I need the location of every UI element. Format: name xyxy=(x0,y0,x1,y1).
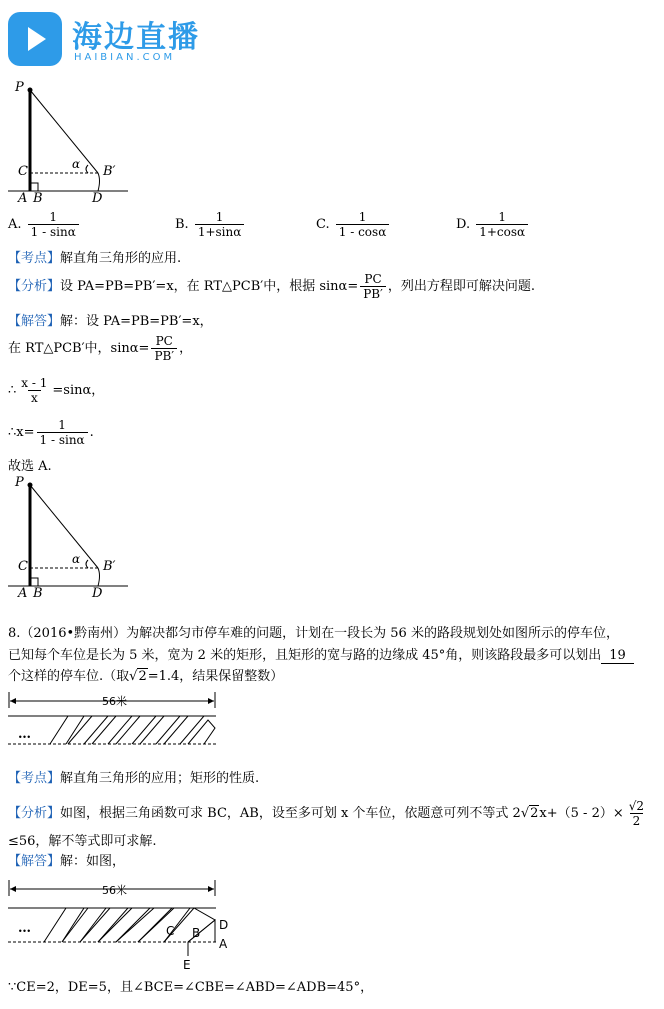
q7-answer: 故选 A. xyxy=(8,459,52,474)
q7-line4: ∴x= $\frac{1}{1 - \sin\alpha}$ . xyxy=(8,418,94,447)
fig2-label-A: A xyxy=(18,586,28,601)
logo-domain: HAIBIAN.COM xyxy=(74,52,176,63)
q8-fenxi: 【分析】如图，根据三角函数可求 BC，AB，设至多可划 x 个车位，依题意可列不等式 2√2x+（5 - 2）× $\frac{√2}{2}$ xyxy=(8,799,645,828)
q8-line1: 8.（2016•黔南州）为解决都匀市停车难的问题，计划在一段长为 56 米的路段规划处如图所示的停车位， xyxy=(8,626,619,641)
fig2-label-A2: A xyxy=(219,937,228,951)
q8-line3: 个这样的停车位.（取√2=1.4，结果保留整数） xyxy=(8,669,284,684)
fig1-label-D: D xyxy=(92,191,103,206)
parking-fig1-dots: … xyxy=(18,727,31,742)
fig2-label-C2: C xyxy=(166,924,175,938)
fig2-label-alpha: α xyxy=(72,552,81,566)
logo xyxy=(8,10,218,70)
logo-brand: 海边直播 xyxy=(72,20,200,55)
triangle-figure-2 xyxy=(8,475,133,603)
fig2-label-D: D xyxy=(92,586,103,601)
q8-kaodian: 【考点】解直角三角形的应用；矩形的性质. xyxy=(8,771,260,786)
q7-line2: 在 RT△PCB′中，sinα= $\frac{PC}{PB'}$ ， xyxy=(8,334,193,363)
fig2-label-B2: B xyxy=(192,926,201,940)
fig1-label-alpha: α xyxy=(72,157,81,171)
q7-jieda: 【解答】解：设 PA=PB=PB′=x， xyxy=(8,314,213,329)
play-logo-icon xyxy=(8,12,62,66)
fig2-label-C: C xyxy=(18,559,28,574)
q8-jieda: 【解答】解：如图， xyxy=(8,854,126,869)
fig1-label-Bprime: B′ xyxy=(103,164,116,179)
fig1-label-C: C xyxy=(18,164,28,179)
fig2-label-P: P xyxy=(15,475,24,490)
triangle-figure-1 xyxy=(8,80,133,208)
q7-fenxi: 【分析】设 PA=PB=PB′=x，在 RT△PCB′中，根据 sinα= $\frac{PC}{PB'}$ ，列出方程即可解决问题. xyxy=(8,272,535,301)
q7-kaodian: 【考点】解直角三角形的应用. xyxy=(8,251,182,266)
q7-line3: ∴ $\frac{x - 1}{x}$ =sinα， xyxy=(8,376,105,405)
fig2-label-E2: E xyxy=(183,958,191,972)
fig1-label-B: B xyxy=(33,191,43,206)
q8-answer: 19 xyxy=(601,648,634,664)
q8-fenxi-cont: ≤56，解不等式即可求解. xyxy=(8,834,157,849)
option-d: D. $\frac{1}{1+\cos\alpha}$ xyxy=(456,210,530,239)
parking-fig2-length: 56米 xyxy=(102,884,127,897)
option-b: B. $\frac{1}{1+\sin\alpha}$ xyxy=(175,210,246,239)
fig2-label-B: B xyxy=(33,586,43,601)
option-c: C. $\frac{1}{1 - \cos\alpha}$ xyxy=(316,210,391,239)
q8-line2: 已知每个车位是长为 5 米，宽为 2 米的矩形，且矩形的宽与路的边缘成 45°角，则该路段最多可以划出 19 xyxy=(8,646,634,666)
fig2-label-D2: D xyxy=(219,918,229,932)
q8-last-line: ∵CE=2，DE=5，且∠BCE=∠CBE=∠ABD=∠ADB=45°， xyxy=(8,980,374,995)
option-a: A. $\frac{1}{1 - \sin\alpha}$ xyxy=(8,210,81,239)
fig1-label-A: A xyxy=(18,191,28,206)
fig1-label-P: P xyxy=(15,80,24,95)
parking-fig1-length: 56米 xyxy=(102,695,127,708)
parking-fig2-dots: … xyxy=(18,921,31,936)
fig2-label-Bprime: B′ xyxy=(103,559,116,574)
